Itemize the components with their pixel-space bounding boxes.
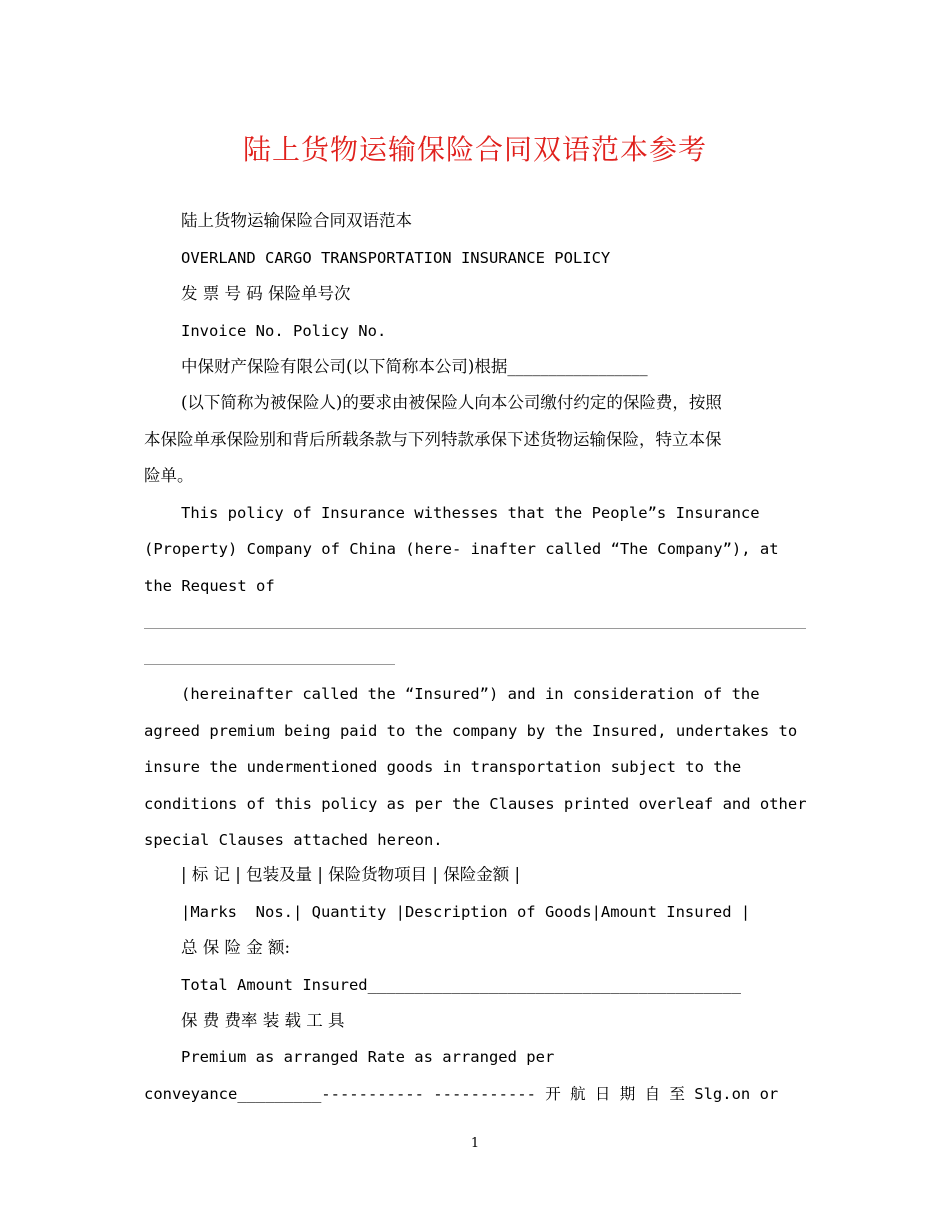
invoice-label-cn: 发 票 号 码 保险单号次 — [181, 284, 351, 303]
paragraph-cn-line-1: 中保财产保险有限公司(以下简称本公司)根据_________________ — [181, 357, 648, 376]
paragraph-en-line-3: the Request of — [144, 577, 275, 595]
paragraph-en2-line-2: agreed premium being paid to the company by the Insured, undertakes to — [144, 722, 798, 740]
paragraph-en2-line-1: (hereinafter called the “Insured”) and in consideration of the — [181, 685, 760, 703]
paragraph-cn-line-2: (以下简称为被保险人)的要求由被保险人向本公司缴付约定的保险费，按照 — [181, 393, 722, 412]
paragraph-en2-line-3: insure the undermentioned goods in transportation subject to the — [144, 758, 742, 776]
paragraph-en-line-2: (Property) Company of China (here- inafter called “The Company”), at — [144, 540, 779, 558]
subtitle-cn: 陆上货物运输保险合同双语范本 — [181, 211, 412, 230]
conveyance-line: conveyance_________----------- ----------- 开 航 日 期 自 至 Slg.on or — [144, 1085, 779, 1103]
blank-line-short — [144, 664, 395, 665]
blank-line-long — [144, 628, 806, 629]
premium-label-en: Premium as arranged Rate as arranged per — [181, 1048, 555, 1066]
paragraph-cn-line-3: 本保险单承保险别和背后所载条款与下列特款承保下述货物运输保险，特立本保 — [144, 430, 722, 449]
premium-label-cn: 保 费 费率 装 载 工 具 — [181, 1011, 345, 1030]
paragraph-en-line-1: This policy of Insurance withesses that the People”s Insurance — [181, 504, 760, 522]
paragraph-en2-line-5: special Clauses attached hereon. — [144, 831, 443, 849]
table-header-en: |Marks Nos.| Quantity |Description of Goods|Amount Insured | — [181, 903, 751, 921]
invoice-label-en: Invoice No. Policy No. — [181, 322, 387, 340]
total-amount-label-en: Total Amount Insured________________________________________ — [181, 976, 741, 994]
paragraph-cn-line-4: 险单。 — [144, 466, 194, 485]
paragraph-en2-line-4: conditions of this policy as per the Clauses printed overleaf and other — [144, 795, 807, 813]
subtitle-en: OVERLAND CARGO TRANSPORTATION INSURANCE POLICY — [181, 249, 611, 267]
total-amount-label-cn: 总 保 险 金 额: — [181, 938, 291, 957]
table-header-cn: | 标 记 | 包装及量 | 保险货物项目 | 保险金额 | — [181, 865, 520, 884]
page-number: 1 — [470, 1136, 480, 1151]
document-title: 陆上货物运输保险合同双语范本参考 — [242, 133, 707, 166]
